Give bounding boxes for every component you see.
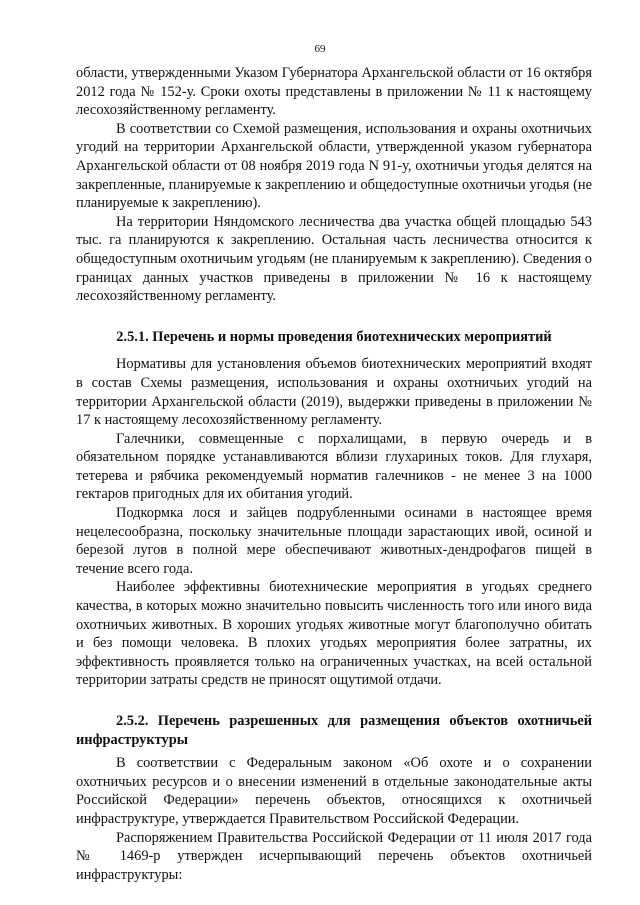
paragraph: Наиболее эффективны биотехнические мероприятия в угодьях среднего качества, в которых можно значительно повысить численность того или иного вида охотничьих животных. В хороших угодьях животные могут благополучно обитать и без помощи человека. В плохих угодьях мероприятия более затратны, их эффективность проявляется только на ограниченных участках, на всей остальной территории затраты средств не приносят ощутимой отдачи.: [76, 579, 592, 689]
paragraph: На территории Няндомского лесничества два участка общей площадью 543 тыс. га планируются к закреплению. Остальная часть лесничества относится к общедоступным охотничьим угодьям (не планируемым к закреплению). Сведения о границах данных участков приведены в приложении № 16 к настоящему лесохозяйственному регламенту.: [76, 213, 592, 305]
paragraph: В соответствии с Федеральным законом «Об охоте и о сохранении охотничьих ресурсов и о внесении изменений в отдельные законодательные акты Российской Федерации» перечень объектов, относящихся к охотничьей инфраструктуре, утверждается Правительством Российской Федерации.: [76, 755, 592, 827]
page-content: [76, 64, 592, 884]
paragraph: Нормативы для установления объемов биотехнических мероприятий входят в состав Схемы размещения, использования и охраны охотничьих угодий на территории Архангельской области (2019), выдержки приведены в приложении № 17 к настоящему лесохозяйственному регламенту.: [76, 356, 592, 429]
section-heading: 2.5.2. Перечень разрешенных для размещения объектов охотничьей инфраструктуры: [76, 713, 592, 748]
section-heading: 2.5.1. Перечень и нормы проведения биотехнических мероприятий: [116, 328, 552, 345]
paragraph: Подкормка лося и зайцев подрубленными осинами в настоящее время нецелесообразна, поскольку значительные площади зарастающих ивой, осиной и березой лугов в полной мере обеспечивают животных-дендрофагов пищей в течение всего года.: [76, 505, 592, 577]
paragraph: Распоряжением Правительства Российской Федерации от 11 июля 2017 года № 1469-р утвержден исчерпывающий перечень объектов охотничьей инфраструктуры:: [76, 829, 592, 883]
paragraph: Галечники, совмещенные с порхалищами, в первую очередь и в обязательном порядке устанавливаются вблизи глухариных токов. Для глухаря, тетерева и рябчика рекомендуемый норматив галечников - не менее 3 на 1000 гектаров пригодных для их обитания угодий.: [76, 430, 592, 503]
paragraph: области, утвержденными Указом Губернатора Архангельской области от 16 октября 2012 года № 152-у. Сроки охоты представлены в приложении № 11 к настоящему лесохозяйственному регламенту.: [76, 65, 592, 119]
paragraph: В соответствии со Схемой размещения, использования и охраны охотничьих угодий на территории Архангельской области, утвержденной указом губернатора Архангельской области от 08 ноября 2019 года N 91-у, охотничьи угодья делятся на закрепленные, планируемые к закреплению и общедоступные охотничьи угодья (не планируемые к закреплению).: [76, 120, 592, 212]
page-number: 69: [314, 43, 326, 55]
